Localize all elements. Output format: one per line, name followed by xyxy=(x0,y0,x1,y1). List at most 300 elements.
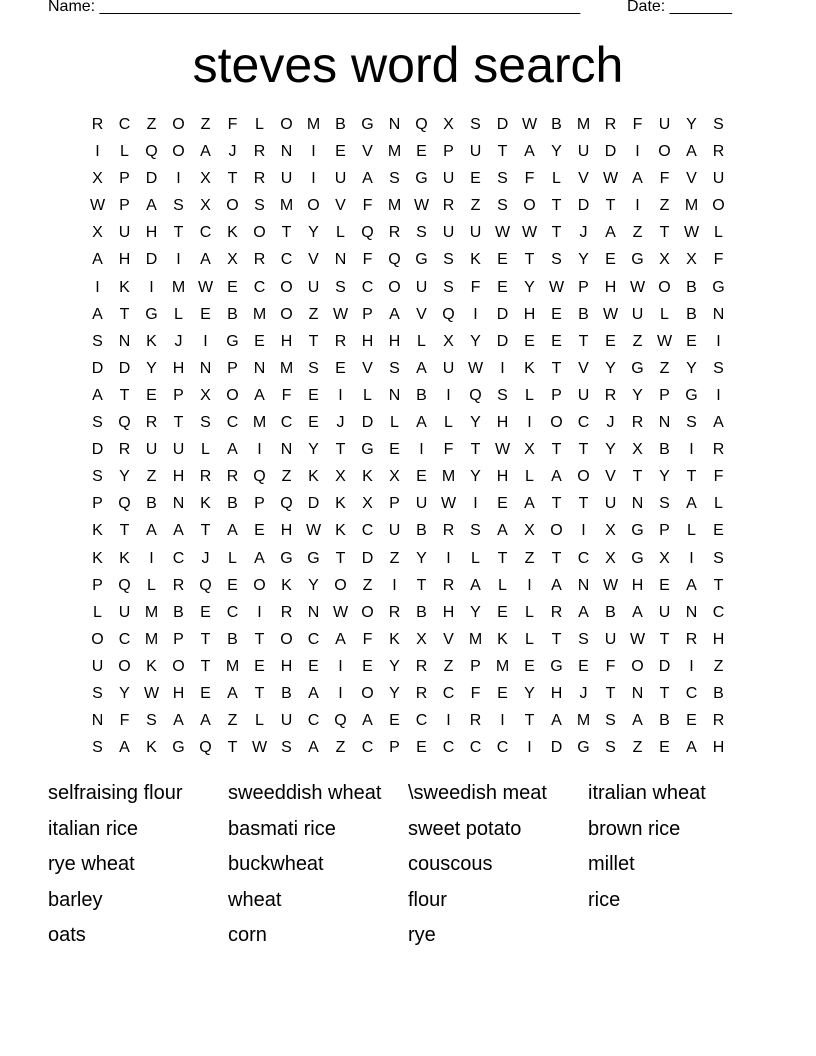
grid-letter: A xyxy=(200,712,211,730)
grid-letter: N xyxy=(172,495,185,513)
grid-letter: Y xyxy=(470,414,481,432)
grid-letter: Q xyxy=(334,712,347,730)
grid-letter: P xyxy=(659,522,670,540)
grid-letter: D xyxy=(496,116,509,133)
grid-letter: F xyxy=(605,657,616,675)
grid-letter: C xyxy=(361,278,374,296)
grid-letter: N xyxy=(334,251,347,269)
grid-letter: A xyxy=(524,143,535,161)
grid-letter: C xyxy=(199,224,212,242)
grid-letter: P xyxy=(362,305,373,323)
grid-letter: T xyxy=(227,170,238,188)
grid-letter: B xyxy=(713,684,724,702)
grid-letter: F xyxy=(119,712,130,730)
grid-letter: T xyxy=(551,495,562,513)
grid-letter: O xyxy=(658,143,671,161)
grid-letter: C xyxy=(469,739,482,757)
grid-letter: R xyxy=(442,197,455,215)
grid-letter: R xyxy=(712,712,725,730)
grid-letter: E xyxy=(416,468,427,486)
grid-letter: C xyxy=(307,630,320,648)
grid-letter: Z xyxy=(281,468,292,486)
grid-letter: I xyxy=(689,549,694,567)
grid-letter: J xyxy=(201,549,210,567)
grid-row xyxy=(84,382,732,409)
word-list-item: basmati rice xyxy=(228,817,336,840)
grid-letter: E xyxy=(200,684,211,702)
grid-letter: C xyxy=(118,116,131,133)
grid-letter: J xyxy=(174,332,183,350)
grid-letter: I xyxy=(311,170,316,188)
grid-letter: A xyxy=(497,522,508,540)
grid-letter: D xyxy=(361,549,374,567)
grid-letter: I xyxy=(446,549,451,567)
grid-letter: V xyxy=(362,359,373,377)
grid-letter: C xyxy=(577,549,590,567)
grid-letter: Q xyxy=(118,414,131,432)
grid-row xyxy=(84,599,732,626)
grid-letter: O xyxy=(712,197,725,215)
grid-letter: W xyxy=(494,224,511,242)
grid-letter: Y xyxy=(119,684,130,702)
grid-letter: E xyxy=(659,739,670,757)
grid-letter: O xyxy=(361,603,374,621)
grid-letter: N xyxy=(199,359,212,377)
grid-letter: S xyxy=(713,116,724,133)
grid-letter: G xyxy=(550,657,563,675)
grid-letter: P xyxy=(389,739,400,757)
grid-letter: X xyxy=(443,332,454,350)
grid-letter: Z xyxy=(632,224,643,242)
word-list-item: flour xyxy=(408,888,447,911)
grid-letter: X xyxy=(659,251,670,269)
grid-letter: T xyxy=(335,441,346,459)
grid-letter: S xyxy=(254,197,265,215)
grid-letter: C xyxy=(442,739,455,757)
grid-letter: S xyxy=(551,251,562,269)
grid-letter: T xyxy=(119,522,130,540)
grid-letter: L xyxy=(417,332,426,350)
grid-letter: E xyxy=(686,332,697,350)
grid-letter: I xyxy=(500,359,505,377)
grid-letter: U xyxy=(388,522,401,540)
grid-letter: L xyxy=(444,414,453,432)
grid-letter: C xyxy=(415,712,428,730)
grid-letter: Y xyxy=(605,359,616,377)
grid-letter: P xyxy=(659,386,670,404)
grid-letter: N xyxy=(712,305,725,323)
grid-letter: J xyxy=(579,684,588,702)
grid-letter: E xyxy=(227,576,238,594)
grid-letter: L xyxy=(525,468,534,486)
grid-row xyxy=(84,490,732,517)
grid-letter: R xyxy=(415,684,428,702)
word-list-item: \sweedish meat xyxy=(408,782,547,804)
grid-letter: N xyxy=(280,143,293,161)
grid-letter: W xyxy=(143,684,160,702)
grid-letter: Z xyxy=(146,116,157,133)
grid-letter: N xyxy=(577,576,590,594)
grid-letter: Y xyxy=(416,549,427,567)
grid-letter: W xyxy=(332,305,349,323)
grid-letter: I xyxy=(716,332,721,350)
grid-letter: K xyxy=(146,332,157,350)
grid-letter: O xyxy=(172,657,185,675)
grid-letter: I xyxy=(338,684,343,702)
grid-letter: Q xyxy=(415,116,428,133)
grid-letter: M xyxy=(387,197,402,215)
grid-row xyxy=(84,246,732,273)
grid-letter: W xyxy=(521,224,538,242)
grid-letter: D xyxy=(91,359,104,377)
grid-letter: R xyxy=(469,712,482,730)
grid-letter: O xyxy=(307,197,320,215)
grid-letter: S xyxy=(497,386,508,404)
grid-letter: L xyxy=(390,414,399,432)
grid-letter: T xyxy=(632,468,643,486)
grid-letter: L xyxy=(525,630,534,648)
grid-letter: F xyxy=(470,278,481,296)
grid-row xyxy=(84,517,732,544)
grid-letter: S xyxy=(335,278,346,296)
grid-letter: T xyxy=(524,712,535,730)
grid-letter: K xyxy=(92,549,103,567)
grid-letter: Q xyxy=(280,495,293,513)
grid-letter: U xyxy=(712,170,725,188)
grid-letter: N xyxy=(658,414,671,432)
grid-letter: Q xyxy=(199,576,212,594)
grid-letter: V xyxy=(578,359,589,377)
grid-letter: Q xyxy=(118,495,131,513)
grid-letter: V xyxy=(443,630,454,648)
grid-letter: N xyxy=(253,359,266,377)
grid-letter: C xyxy=(253,278,266,296)
grid-letter: R xyxy=(280,603,293,621)
grid-row xyxy=(84,301,732,328)
grid-letter: I xyxy=(581,522,586,540)
grid-letter: P xyxy=(578,278,589,296)
grid-letter: S xyxy=(92,332,103,350)
grid-letter: R xyxy=(91,116,104,133)
grid-letter: M xyxy=(279,197,294,215)
grid-letter: A xyxy=(146,197,157,215)
word-list-item: rye xyxy=(408,924,436,947)
grid-letter: T xyxy=(227,739,238,757)
grid-letter: I xyxy=(635,143,640,161)
grid-letter: U xyxy=(415,495,428,513)
word-list-item: corn xyxy=(228,924,267,947)
grid-letter: H xyxy=(442,603,455,621)
grid-letter: F xyxy=(632,116,643,133)
word-list-item: buckwheat xyxy=(228,853,324,876)
grid-letter: C xyxy=(226,414,239,432)
grid-letter: A xyxy=(578,603,589,621)
grid-letter: L xyxy=(552,170,561,188)
grid-letter: A xyxy=(254,549,265,567)
grid-letter: P xyxy=(173,630,184,648)
grid-letter: T xyxy=(335,549,346,567)
grid-letter: V xyxy=(605,468,616,486)
grid-letter: T xyxy=(497,143,508,161)
grid-letter: X xyxy=(335,468,346,486)
grid-letter: O xyxy=(658,278,671,296)
grid-letter: B xyxy=(578,305,589,323)
grid-letter: G xyxy=(280,549,293,567)
grid-letter: A xyxy=(254,386,265,404)
grid-letter: T xyxy=(578,332,589,350)
grid-letter: B xyxy=(335,116,346,133)
grid-row xyxy=(84,409,732,436)
grid-letter: Q xyxy=(361,224,374,242)
grid-letter: R xyxy=(253,143,266,161)
grid-letter: P xyxy=(443,143,454,161)
grid-row xyxy=(84,355,732,382)
grid-letter: S xyxy=(200,414,211,432)
grid-letter: O xyxy=(280,305,293,323)
grid-letter: X xyxy=(605,522,616,540)
grid-letter: N xyxy=(91,712,104,730)
grid-letter: B xyxy=(173,603,184,621)
grid-letter: W xyxy=(413,197,430,215)
grid-letter: N xyxy=(280,441,293,459)
grid-letter: H xyxy=(361,332,374,350)
grid-letter: E xyxy=(254,657,265,675)
grid-letter: I xyxy=(149,549,154,567)
grid-letter: Y xyxy=(308,576,319,594)
grid-letter: Y xyxy=(470,603,481,621)
grid-letter: P xyxy=(173,386,184,404)
word-list-item: sweeddish wheat xyxy=(228,782,382,804)
grid-letter: O xyxy=(280,630,293,648)
grid-letter: G xyxy=(631,549,644,567)
grid-letter: Y xyxy=(551,143,562,161)
grid-letter: Y xyxy=(524,278,535,296)
grid-letter: B xyxy=(227,305,238,323)
grid-letter: O xyxy=(550,522,563,540)
grid-letter: R xyxy=(604,386,617,404)
grid-row xyxy=(84,219,732,246)
grid-letter: P xyxy=(389,495,400,513)
grid-letter: K xyxy=(92,522,103,540)
grid-letter: B xyxy=(605,603,616,621)
grid-letter: G xyxy=(631,522,644,540)
grid-letter: K xyxy=(470,251,481,269)
grid-letter: O xyxy=(280,116,293,133)
grid-letter: T xyxy=(659,224,670,242)
grid-letter: L xyxy=(228,549,237,567)
grid-letter: P xyxy=(119,197,130,215)
grid-letter: B xyxy=(416,603,427,621)
grid-row xyxy=(84,572,732,599)
grid-letter: T xyxy=(200,522,211,540)
grid-letter: H xyxy=(496,468,509,486)
grid-letter: S xyxy=(470,522,481,540)
grid-letter: G xyxy=(307,549,320,567)
grid-letter: E xyxy=(200,305,211,323)
name-field-label: Name: ______________________________________________________ xyxy=(48,0,581,15)
grid-letter: T xyxy=(470,441,481,459)
grid-letter: X xyxy=(362,495,373,513)
grid-letter: Y xyxy=(578,251,589,269)
grid-letter: G xyxy=(172,739,185,757)
grid-letter: H xyxy=(550,684,563,702)
grid-letter: U xyxy=(280,170,293,188)
grid-letter: U xyxy=(442,224,455,242)
grid-letter: E xyxy=(200,603,211,621)
grid-letter: U xyxy=(469,143,482,161)
grid-letter: R xyxy=(631,414,644,432)
grid-letter: G xyxy=(631,251,644,269)
grid-letter: Z xyxy=(632,332,643,350)
grid-letter: R xyxy=(712,441,725,459)
grid-letter: T xyxy=(659,684,670,702)
grid-letter: D xyxy=(145,170,158,188)
grid-letter: F xyxy=(362,630,373,648)
grid-letter: Y xyxy=(389,684,400,702)
grid-letter: S xyxy=(389,359,400,377)
grid-letter: A xyxy=(119,739,130,757)
grid-letter: Q xyxy=(118,576,131,594)
grid-letter: C xyxy=(361,739,374,757)
grid-letter: T xyxy=(173,414,184,432)
grid-letter: U xyxy=(307,278,320,296)
grid-letter: A xyxy=(227,441,238,459)
grid-letter: W xyxy=(305,522,322,540)
grid-letter: S xyxy=(713,549,724,567)
grid-letter: I xyxy=(689,657,694,675)
grid-letter: R xyxy=(118,441,131,459)
grid-letter: M xyxy=(144,603,159,621)
grid-letter: K xyxy=(146,657,157,675)
grid-letter: T xyxy=(551,197,562,215)
grid-letter: F xyxy=(443,441,454,459)
grid-letter: O xyxy=(523,197,536,215)
grid-letter: R xyxy=(253,251,266,269)
grid-letter: T xyxy=(254,684,265,702)
grid-letter: U xyxy=(415,278,428,296)
grid-letter: S xyxy=(443,278,454,296)
grid-letter: A xyxy=(551,468,562,486)
grid-letter: S xyxy=(605,739,616,757)
grid-letter: Z xyxy=(470,197,481,215)
grid-letter: A xyxy=(686,576,697,594)
grid-letter: M xyxy=(468,630,483,648)
grid-letter: M xyxy=(576,712,591,730)
grid-letter: O xyxy=(172,143,185,161)
grid-letter: U xyxy=(442,170,455,188)
grid-letter: X xyxy=(389,468,400,486)
grid-letter: E xyxy=(416,143,427,161)
grid-letter: L xyxy=(498,576,507,594)
grid-letter: N xyxy=(685,603,698,621)
grid-letter: T xyxy=(200,657,211,675)
grid-letter: A xyxy=(308,739,319,757)
grid-letter: W xyxy=(251,739,268,757)
grid-letter: W xyxy=(197,278,214,296)
grid-letter: S xyxy=(686,414,697,432)
grid-letter: A xyxy=(524,495,535,513)
grid-letter: H xyxy=(523,305,536,323)
grid-letter: R xyxy=(712,143,725,161)
grid-letter: U xyxy=(442,359,455,377)
grid-letter: E xyxy=(497,278,508,296)
grid-letter: B xyxy=(551,116,562,133)
grid-letter: E xyxy=(308,386,319,404)
grid-letter: H xyxy=(631,576,644,594)
grid-letter: K xyxy=(227,224,238,242)
grid-letter: T xyxy=(119,305,130,323)
grid-letter: K xyxy=(119,549,130,567)
grid-letter: Q xyxy=(253,468,266,486)
grid-letter: U xyxy=(604,495,617,513)
grid-letter: G xyxy=(712,278,725,296)
grid-letter: U xyxy=(658,116,671,133)
grid-letter: B xyxy=(227,630,238,648)
grid-letter: R xyxy=(145,414,158,432)
word-list-item: rice xyxy=(588,888,621,911)
grid-letter: A xyxy=(389,305,400,323)
grid-letter: L xyxy=(714,495,723,513)
grid-letter: V xyxy=(362,143,373,161)
grid-letter: K xyxy=(389,630,400,648)
grid-letter: R xyxy=(685,630,698,648)
grid-letter: A xyxy=(200,251,211,269)
grid-letter: J xyxy=(336,414,345,432)
grid-letter: Z xyxy=(200,116,211,133)
grid-letter: H xyxy=(280,332,293,350)
grid-letter: Y xyxy=(308,224,319,242)
grid-letter: A xyxy=(686,495,697,513)
grid-letter: B xyxy=(686,278,697,296)
grid-letter: Z xyxy=(713,657,724,675)
grid-letter: X xyxy=(200,386,211,404)
grid-letter: S xyxy=(497,170,508,188)
grid-letter: A xyxy=(713,414,724,432)
grid-letter: T xyxy=(281,224,292,242)
grid-letter: H xyxy=(604,278,617,296)
grid-letter: F xyxy=(659,170,670,188)
grid-row xyxy=(84,192,732,219)
grid-letter: K xyxy=(335,495,346,513)
grid-letter: E xyxy=(605,251,616,269)
grid-letter: D xyxy=(658,657,671,675)
grid-letter: S xyxy=(659,495,670,513)
grid-letter: O xyxy=(388,278,401,296)
grid-letter: E xyxy=(227,278,238,296)
grid-letter: W xyxy=(332,603,349,621)
grid-letter: S xyxy=(173,197,184,215)
grid-letter: L xyxy=(255,712,264,730)
grid-letter: E xyxy=(578,657,589,675)
grid-letter: F xyxy=(524,170,535,188)
grid-letter: B xyxy=(281,684,292,702)
grid-letter: R xyxy=(334,332,347,350)
grid-letter: L xyxy=(201,441,210,459)
grid-letter: K xyxy=(308,468,319,486)
grid-letter: T xyxy=(551,441,562,459)
grid-row xyxy=(84,463,732,490)
word-list-item: wheat xyxy=(228,888,282,911)
grid-letter: Y xyxy=(308,441,319,459)
grid-letter: I xyxy=(338,386,343,404)
grid-letter: H xyxy=(496,414,509,432)
grid-letter: E xyxy=(497,603,508,621)
grid-letter: E xyxy=(713,522,724,540)
grid-letter: J xyxy=(228,143,237,161)
word-list-item: sweet potato xyxy=(408,817,522,840)
grid-letter: R xyxy=(199,468,212,486)
grid-row xyxy=(84,653,732,680)
